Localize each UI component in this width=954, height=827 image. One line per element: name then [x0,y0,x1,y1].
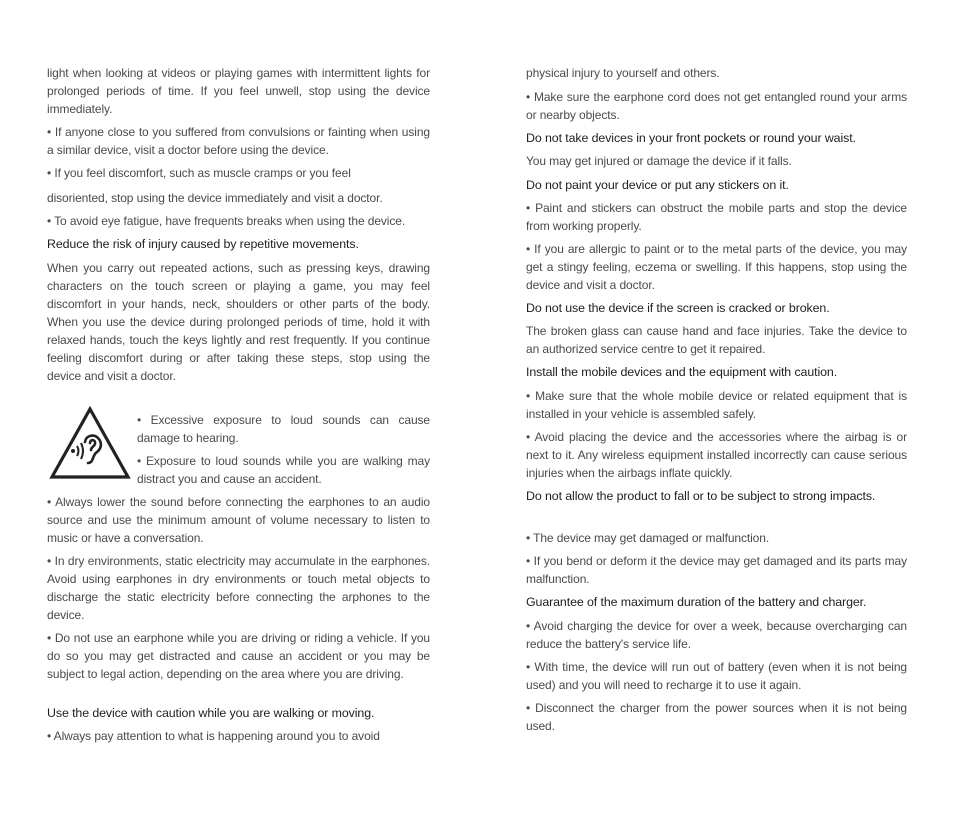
paragraph: • To avoid eye fatigue, have frequents breaks when using the device. [47,214,406,228]
paragraph: • Avoid charging the device for over a week, because overcharging can reduce the battery's service life. [526,619,907,651]
section-heading: Guarantee of the maximum duration of the battery and charger. [526,595,867,609]
paragraph: • With time, the device will run out of battery (even when it is not being used) and you will need to recharge it to use it again. [526,660,907,692]
paragraph: • Always lower the sound before connecting the earphones to an audio source and use the minimum amount of volume necessary to listen to music or have a conversation. [47,495,430,545]
paragraph: light when looking at videos or playing games with intermittent lights for prolonged periods of time. If you feel unwell, stop using the device immediately. [47,66,430,116]
paragraph: • If you are allergic to paint or to the metal parts of the device, you may get a stingy feeling, eczema or swelling. If this happens, stop using the device and visit a doctor. [526,242,907,292]
section-heading: Reduce the risk of injury caused by repetitive movements. [47,237,359,251]
paragraph: • Disconnect the charger from the power sources when it is not being used. [526,701,907,733]
paragraph: • Exposure to loud sounds while you are walking may distract you and cause an accident. [137,454,430,486]
paragraph: When you carry out repeated actions, such as pressing keys, drawing characters on the touch screen or playing a game, you may feel discomfort in your hands, neck, shoulders or other parts of the body. When you use the device during prolonged periods of time, hold it with relaxed hands, touch the keys lightly and rest frequently. If you continue feeling discomfort during or after taking these steps, stop using the device and visit a doctor. [47,261,430,383]
paragraph: • Make sure that the whole mobile device or related equipment that is installed in your vehicle is assembled safely. [526,389,907,421]
paragraph: • Excessive exposure to loud sounds can cause damage to hearing. [137,413,430,445]
paragraph: • If you bend or deform it the device may get damaged and its parts may malfunction. [526,554,907,586]
section-heading: Do not take devices in your front pockets or round your waist. [526,131,856,145]
paragraph: disoriented, stop using the device immediately and visit a doctor. [47,191,383,205]
paragraph: • Paint and stickers can obstruct the mobile parts and stop the device from working properly. [526,201,907,233]
section-heading: Install the mobile devices and the equipment with caution. [526,365,838,379]
paragraph: You may get injured or damage the device if it falls. [526,154,792,168]
paragraph: physical injury to yourself and others. [526,66,720,80]
paragraph: The broken glass can cause hand and face injuries. Take the device to an authorized service centre to get it repaired. [526,324,907,356]
paragraph: • Make sure the earphone cord does not get entangled round your arms or nearby objects. [526,90,907,122]
paragraph: • Always pay attention to what is happening around you to avoid [47,729,380,743]
section-heading: Use the device with caution while you are walking or moving. [47,706,375,720]
section-heading: Do not allow the product to fall or to be subject to strong impacts. [526,489,876,503]
paragraph: • Do not use an earphone while you are driving or riding a vehicle. If you do so you may get distracted and cause an accident or you may be subject to legal action, depending on the area where you are driving. [47,631,430,681]
paragraph: • Avoid placing the device and the accessories where the airbag is or next to it. Any wireless equipment installed incorrectly can cause serious injuries when the airbags inflate quickly. [526,430,907,480]
paragraph: • If you feel discomfort, such as muscle cramps or you feel [47,166,351,180]
section-heading: Do not paint your device or put any stickers on it. [526,178,789,192]
paragraph: • If anyone close to you suffered from convulsions or fainting when using a similar device, visit a doctor before using the device. [47,125,430,157]
paragraph: • In dry environments, static electricity may accumulate in the earphones. Avoid using earphones in dry environments or touch metal objects to discharge the static electricity before connecting the arphones to the device. [47,554,430,622]
section-heading: Do not use the device if the screen is cracked or broken. [526,301,830,315]
paragraph: • The device may get damaged or malfunction. [526,531,770,545]
hearing-warning-icon [48,405,132,481]
